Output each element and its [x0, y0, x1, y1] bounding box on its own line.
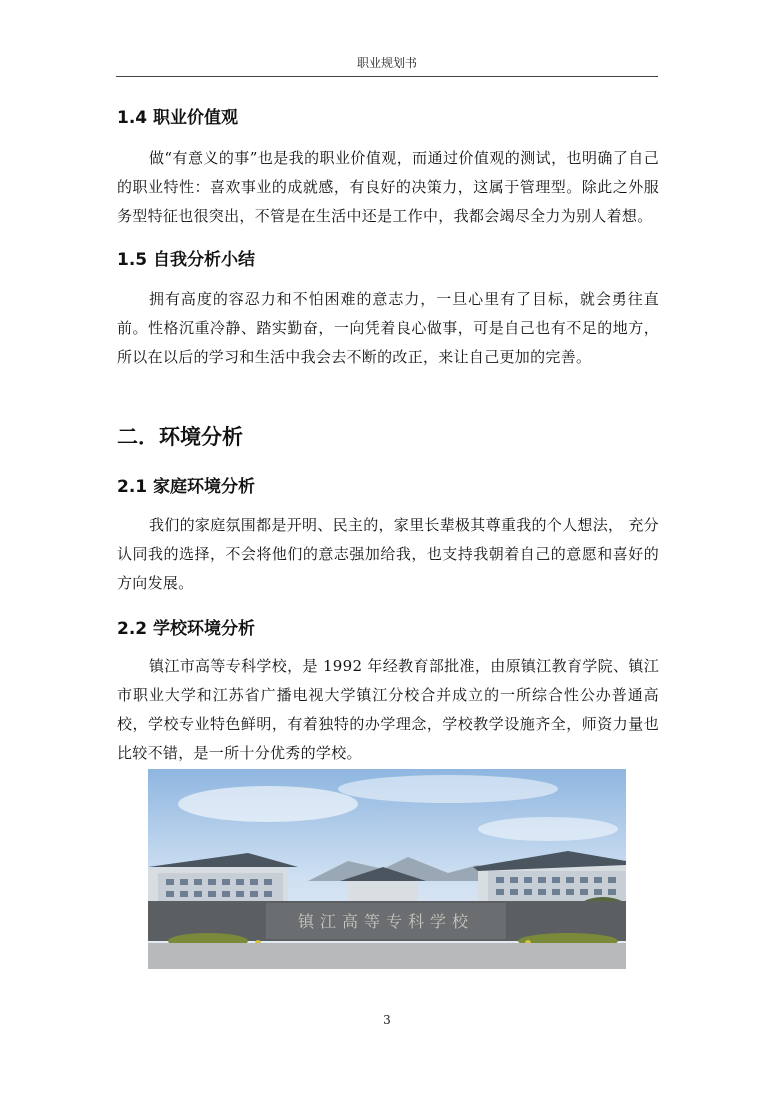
section-heading-1-5: 1.5 自我分析小结 [117, 250, 256, 270]
chapter-heading-2: 二．环境分析 [117, 425, 243, 449]
paragraph-1-4: 做“有意义的事”也是我的职业价值观，而通过价值观的测试，也明确了自己的职业特性：喜欢事业的成就感，有良好的决策力，这属于管理型。除此之外服务型特征也很突出，不管是在生活中还是工作中，我都会竭尽全力为别人着想。 [117, 149, 659, 225]
page-number: 3 [383, 1013, 391, 1027]
section-heading-2-2: 2.2 学校环境分析 [117, 619, 256, 639]
running-header: 职业规划书 [356, 56, 417, 70]
paragraph-1-5: 拥有高度的容忍力和不怕困难的意志力，一旦心里有了目标，就会勇往直前。性格沉重冷静、踏实勤奋，一向凭着良心做事，可是自己也有不足的地方，所以在以后的学习和生活中我会去不断的改正，来让自己更加的完善。 [117, 290, 659, 366]
school-sign: 镇江高等专科学校 [297, 912, 475, 931]
section-heading-2-1: 2.1 家庭环境分析 [117, 477, 256, 497]
paragraph-2-1: 我们的家庭氛围都是开明、民主的，家里长辈极其尊重我的个人想法， 充分认同我的选择，不会将他们的意志强加给我，也支持我朝着自己的意愿和喜好的方向发展。 [117, 516, 659, 592]
paragraph-2-2: 镇江市高等专科学校，是 1992 年经教育部批准，由原镇江教育学院、镇江市职业大学和江苏省广播电视大学镇江分校合并成立的一所综合性公办普通高校，学校专业特色鲜明，有着独特的办学理念，学校教学设施齐全，师资力量也比较不错，是一所十分优秀的学校。 [117, 657, 659, 762]
section-heading-1-4: 1.4 职业价值观 [117, 108, 239, 128]
campus-photo [148, 769, 626, 969]
header-rule [116, 76, 658, 77]
